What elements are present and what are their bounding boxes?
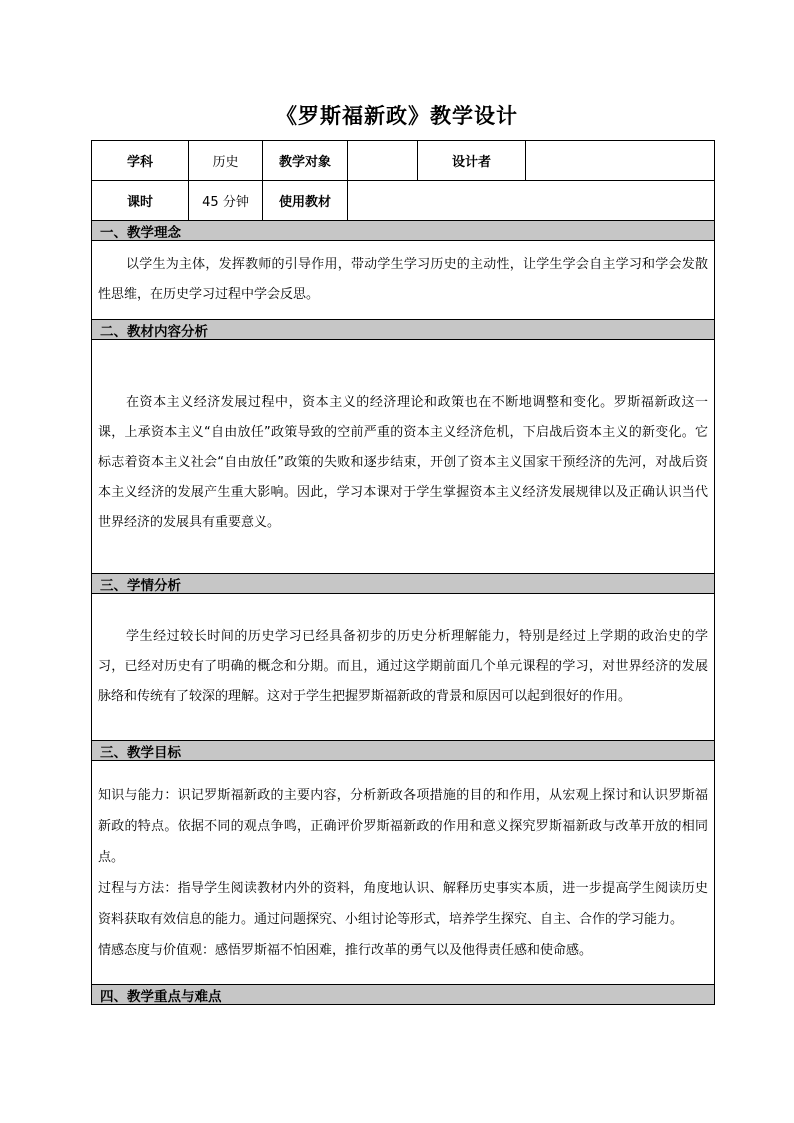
info-row-1 <box>92 141 714 181</box>
section-paragraph: 以学生为主体，发挥教师的引导作用，带动学生学习历史的主动性，让学生学会自主学习和学会发散性思维，在历史学习过程中学会反思。 <box>98 257 708 302</box>
subject-value: 历史 <box>189 141 263 180</box>
designer-value <box>526 141 714 180</box>
material-label: 使用教材 <box>263 181 348 220</box>
objective-knowledge: 知识与能力：识记罗斯福新政的主要内容，分析新政各项措施的目的和作用，从宏观上探讨和认识罗斯福新政的特点。依据不同的观点争鸣，正确评价罗斯福新政的作用和意义探究罗斯福新政与改革开放的相同点。 <box>98 787 708 865</box>
designer-label: 设计者 <box>418 141 526 180</box>
material-value <box>348 181 714 220</box>
section-heading-material-analysis: 二、教材内容分析 <box>92 320 714 340</box>
section-paragraph: 在资本主义经济发展过程中，资本主义的经济理论和政策也在不断地调整和变化。罗斯福新政这一课，上承资本主义“自由放任”政策导致的空前严重的资本主义经济危机，下启战后资本主义的新变化。它标志着资本主义社会“自由放任”政策的失败和逐步结束，开创了资本主义国家干预经济的先河，对战后资本主义经济的发展产生重大影响。因此，学习本课对于学生掌握资本主义经济发展规律以及正确认识当代世界经济的发展具有重要意义。 <box>98 394 708 530</box>
period-value: 45 分钟 <box>189 181 263 220</box>
section-body-material-analysis <box>92 340 714 574</box>
section-paragraph: 学生经过较长时间的历史学习已经具备初步的历史分析理解能力，特别是经过上学期的政治史的学习，已经对历史有了明确的概念和分期。而且，通过这学期前面几个单元课程的学习，对世界经济的发展脉络和传统有了较深的理解。这对于学生把握罗斯福新政的背景和原因可以起到很好的作用。 <box>98 629 708 704</box>
section-heading-key-points: 四、教学重点与难点 <box>92 985 714 1005</box>
section-body-teaching-objectives <box>92 761 714 985</box>
objective-process: 过程与方法：指导学生阅读教材内外的资料，角度地认识、解释历史事实本质，进一步提高学生阅读历史资料获取有效信息的能力。通过问题探究、小组讨论等形式，培养学生探究、自主、合作的学习能力。 <box>98 880 708 927</box>
info-row-2 <box>92 181 714 221</box>
subject-label: 学科 <box>92 141 189 180</box>
lesson-plan-table <box>91 140 715 1005</box>
period-label: 课时 <box>92 181 189 220</box>
target-value <box>348 141 418 180</box>
objective-attitude: 情感态度与价值观：感悟罗斯福不怕困难，推行改革的勇气以及他得责任感和使命感。 <box>98 942 593 958</box>
section-heading-learner-analysis: 三、学情分析 <box>92 574 714 594</box>
section-heading-teaching-objectives: 三、教学目标 <box>92 741 714 761</box>
section-body-teaching-philosophy <box>92 241 714 320</box>
section-body-learner-analysis <box>92 594 714 741</box>
target-label: 教学对象 <box>263 141 348 180</box>
section-heading-teaching-philosophy: 一、教学理念 <box>92 221 714 241</box>
page-title: 《罗斯福新政》教学设计 <box>276 104 518 128</box>
